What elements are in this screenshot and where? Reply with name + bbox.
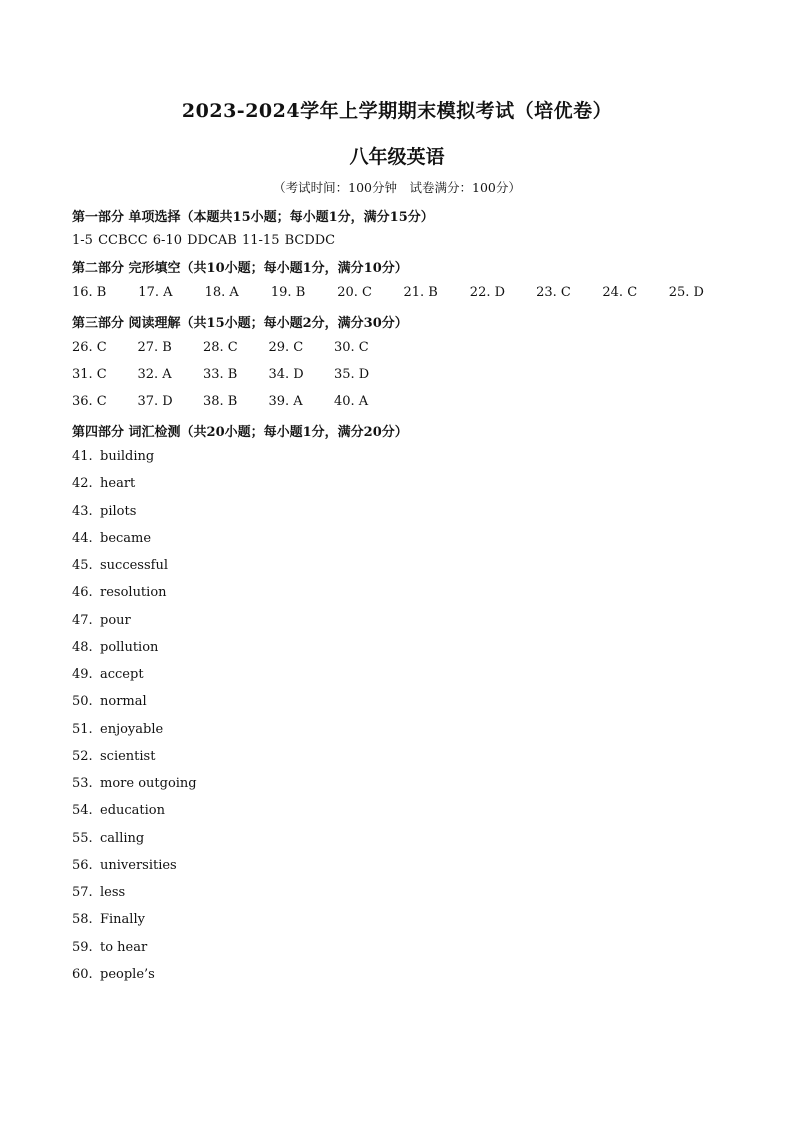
vocab-number: 58. [72, 912, 93, 928]
answer-cell: 32. A [137, 367, 172, 382]
vocab-word: enjoyable [100, 721, 164, 737]
vocab-item [72, 558, 168, 573]
part1-answers: 1-5 CCBCC 6-10 DDCAB 11-15 BCDDC [72, 233, 336, 248]
answer-cell: 19. B [270, 285, 306, 300]
answer-row [72, 367, 412, 385]
answer-cell: 31. C [72, 367, 107, 382]
vocab-number: 54. [72, 803, 93, 819]
vocab-number: 47. [72, 612, 93, 628]
vocab-word: normal [100, 694, 147, 710]
vocab-number: 41. [72, 449, 93, 464]
answer-cell: 34. D [268, 367, 304, 382]
answer-cell: 18. A [204, 285, 239, 300]
answer-row [72, 394, 412, 412]
answer-cell: 27. B [137, 340, 172, 355]
vocab-word: successful [100, 558, 168, 573]
vocab-number: 42. [72, 476, 93, 492]
vocab-word: pour [100, 612, 131, 628]
vocab-word: people’s [100, 966, 155, 982]
vocab-number: 51. [72, 721, 93, 737]
vocab-number: 57. [72, 885, 93, 900]
vocab-number: 48. [72, 639, 93, 655]
page-subtitle: 八年级英语 [349, 146, 445, 168]
vocab-item [72, 613, 131, 628]
vocab-number: 45. [72, 558, 93, 573]
vocab-word: Finally [100, 912, 145, 928]
vocab-word: less [100, 885, 126, 900]
part1-heading: 第一部分 单项选择（本题共15小题；每小题1分，满分15分） [72, 210, 434, 225]
vocab-item [72, 694, 147, 709]
vocab-number: 46. [72, 585, 93, 601]
vocab-item [72, 776, 197, 791]
vocab-item [72, 940, 147, 955]
vocab-number: 53. [72, 776, 93, 791]
answer-cell: 28. C [203, 340, 238, 355]
answer-cell: 36. C [72, 394, 107, 409]
vocab-word: pollution [100, 639, 159, 655]
vocab-number: 56. [72, 857, 93, 873]
vocab-item [72, 449, 154, 464]
vocab-number: 60. [72, 966, 93, 982]
vocab-word: building [100, 449, 155, 464]
vocab-word: more outgoing [100, 776, 197, 791]
vocab-number: 50. [72, 694, 93, 710]
vocab-item [72, 476, 135, 491]
vocab-item [72, 967, 155, 982]
vocab-item [72, 912, 145, 927]
vocab-word: universities [100, 857, 177, 873]
vocab-item [72, 585, 167, 600]
page-title: 2023-2024学年上学期期末模拟考试（培优卷） [181, 100, 613, 122]
answer-cell: 26. C [72, 340, 107, 355]
answer-cell: 40. A [334, 394, 369, 409]
answer-cell: 17. A [138, 285, 173, 300]
vocab-word: scientist [100, 748, 156, 764]
answer-cell: 30. C [334, 340, 369, 355]
part3-heading: 第三部分 阅读理解（共15小题；每小题2分，满分30分） [72, 316, 408, 331]
vocab-item [72, 504, 136, 519]
part2-heading: 第二部分 完形填空（共10小题；每小题1分，满分10分） [72, 261, 408, 276]
answer-cell: 33. B [203, 367, 238, 382]
vocab-item [72, 749, 155, 764]
vocab-item [72, 831, 144, 846]
vocab-item [72, 640, 158, 655]
vocab-item [72, 885, 125, 900]
vocab-word: calling [100, 830, 145, 846]
vocab-word: resolution [100, 585, 167, 601]
answer-cell: 21. B [403, 285, 438, 300]
vocab-word: became [100, 530, 152, 546]
answer-cell: 20. C [337, 285, 372, 300]
vocab-number: 43. [72, 503, 93, 519]
vocab-item [72, 722, 163, 737]
vocab-word: accept [100, 667, 144, 682]
vocab-number: 52. [72, 748, 93, 764]
vocab-word: education [100, 803, 165, 819]
vocab-item [72, 667, 144, 682]
answer-cell: 24. C [602, 285, 638, 300]
answer-cell: 22. D [469, 285, 506, 300]
vocab-item [72, 531, 151, 546]
answer-cell: 23. C [536, 285, 571, 300]
vocab-word: heart [100, 476, 136, 492]
vocab-number: 49. [72, 667, 93, 682]
answer-cell: 39. A [268, 394, 303, 409]
answer-cell: 29. C [268, 340, 304, 355]
answer-cell: 38. B [203, 394, 238, 409]
answer-row [72, 340, 412, 358]
vocab-number: 59. [72, 939, 93, 955]
answer-cell: 35. D [334, 367, 370, 382]
answer-cell: 37. D [137, 394, 173, 409]
answer-cell: 16. B [72, 285, 107, 300]
vocab-word: to hear [100, 939, 148, 955]
part2-answer-row [72, 285, 732, 303]
exam-meta: （考试时间：100分钟 试卷满分：100分） [273, 180, 521, 195]
vocab-item [72, 858, 177, 873]
vocab-number: 44. [72, 530, 93, 546]
vocab-item [72, 803, 165, 818]
answer-cell: 25. D [668, 285, 704, 300]
part4-heading: 第四部分 词汇检测（共20小题；每小题1分，满分20分） [72, 425, 408, 440]
vocab-number: 55. [72, 830, 93, 846]
vocab-word: pilots [100, 503, 137, 519]
